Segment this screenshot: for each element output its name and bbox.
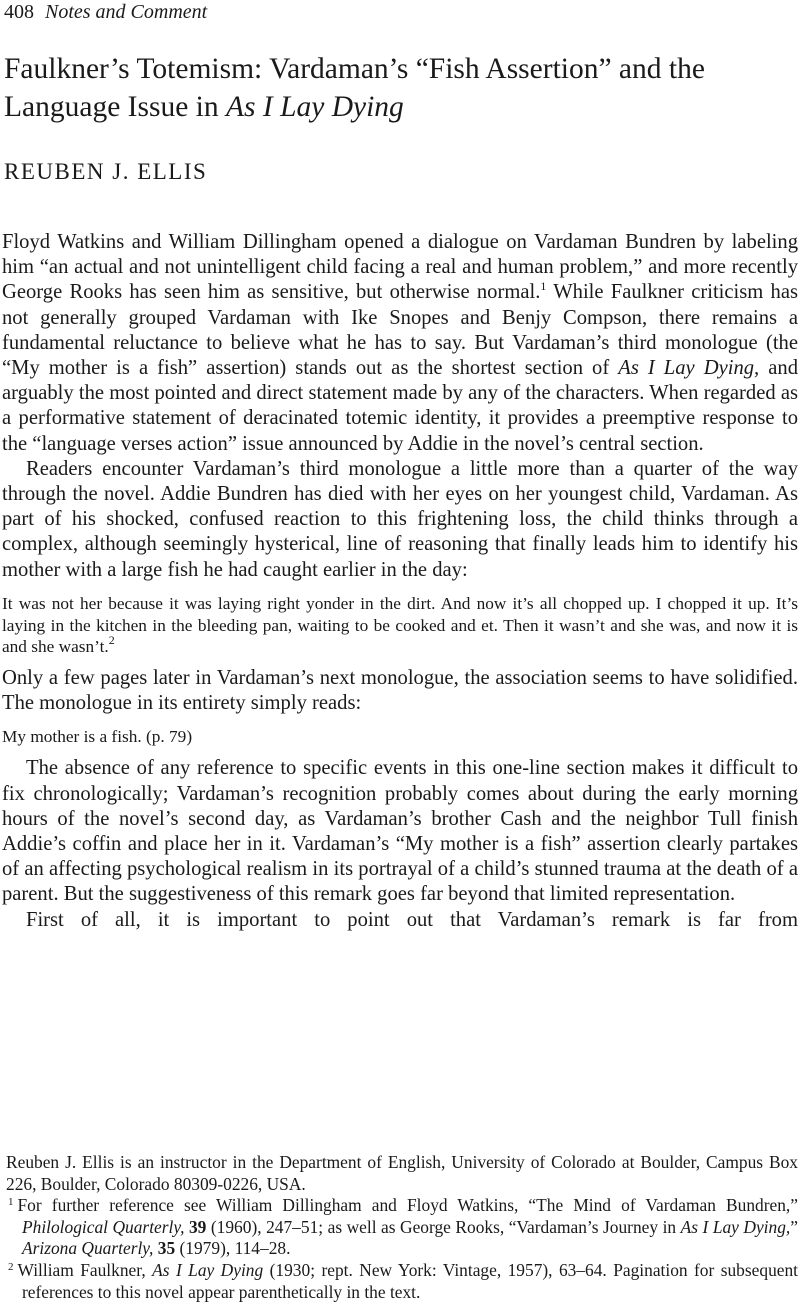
footnote-1-number: 1 [8,1196,14,1209]
footnote-1-text-a: For further reference see William Dillingham and Floyd Watkins, “The Mind of Vardaman Bundren,” [17,1195,798,1216]
footnote-2-book: As I Lay Dying [152,1259,264,1280]
author-affiliation: Reuben J. Ellis is an instructor in the Department of English, University of Colorado at Boulder, Campus Box 226, Boulder, Colorado 80309-0226, USA. [6,1152,798,1194]
footnote-2-number: 2 [8,1260,14,1273]
running-header [4,0,207,24]
footnote-1 [6,1195,798,1260]
paragraph-4: The absence of any reference to specific events in this one-line section makes it difficult to fix chronologically; Vardaman’s recognition probably comes about during the early morning hours of the novel’s second day, as Vardaman’s brother Cash and the neighbor Tull finish Addie’s coffin and place her in it. Vardaman’s “My mother is a fish” assertion clearly partakes of an affecting psychological realism in its portrayal of a child’s stunned trauma at the death of a parent. But the suggestiveness of this remark goes far beyond that limited representation. [2,757,798,906]
footnote-1-journal-2: Arizona Quarterly, [22,1238,154,1259]
paragraph-1-text-c: and arguably the most pointed and direct statement made by any of the characters. When regarded as a performative statement of deracinated totemic identity, it provides a preemptive response to the “language verses action” issue announced by Addie in the novel’s central section. [2,357,798,455]
paragraph-1-text-b: While Faulkner criticism has not generally grouped Vardaman with Ike Snopes and Benjy Compson, there remains a fundamental reluctance to believe what he has to say. But Vardaman’s third monologue (the “My mother is a fish” assertion) stands out as the shortest section of [2,281,798,380]
footnote-1-journal-1: Philological Quarterly, [22,1216,185,1237]
footnotes [6,1152,798,1303]
footnote-1-volume-1: 39 [184,1216,207,1237]
running-title: Notes and Comment [45,1,208,23]
paragraph-1-book-title: As I Lay Dying, [618,357,760,380]
footnote-1-text-d: (1979), 114–28. [175,1238,291,1259]
block-quote-1 [2,593,798,658]
footnote-1-volume-2: 35 [153,1238,176,1259]
paragraph-1 [2,230,798,457]
article-title-italic: As I Lay Dying [226,91,404,123]
paragraph-1-text-a: Floyd Watkins and William Dillingham opened a dialogue on Vardaman Bundren by labeling him “an actual and not unintelligent child facing a real and human problem,” and more recently George Rooks has seen him as sensitive, but otherwise normal. [2,231,798,304]
footnote-1-text-c: ” [790,1216,798,1237]
footnote-ref-1[interactable]: 1 [540,279,547,294]
article-title-main: Faulkner’s Totemism: Vardaman’s “Fish Assertion” and the Language Issue in [4,53,705,123]
paragraph-2: Readers encounter Vardaman’s third monologue a little more than a quarter of the way through the novel. Addie Bundren has died with her eyes on her youngest child, Vardaman. As part of his shocked, confused reaction to this frightening loss, the child thinks through a complex, although seemingly hysterical, line of reasoning that finally leads him to identify his mother with a large fish he had caught earlier in the day: [2,457,798,581]
article-body [2,230,798,933]
footnote-2 [6,1260,798,1303]
article-title [4,50,796,126]
footnote-2-text-a: William Faulkner, [17,1259,153,1280]
author-name: REUBEN J. ELLIS [4,159,208,184]
footnote-2-text-b: (1930; rept. New York: Vintage, 1957), 63–64. Pagination for subsequent references to this novel appear parenthetically in the text. [22,1259,799,1302]
paragraph-3: Only a few pages later in Vardaman’s next monologue, the association seems to have solidified. The monologue in its entirety simply reads: [2,666,798,715]
footnote-1-book: As I Lay Dying, [680,1216,791,1237]
block-quote-1-text: It was not her because it was laying right yonder in the dirt. And now it’s all chopped up. I chopped it up. It’s laying in the kitchen in the bleeding pan, waiting to be cooked and et. Then it wasn’t and she was, and now it is and she wasn’t. [2,593,798,657]
page-number: 408 [4,1,34,23]
footnote-1-text-b: (1960), 247–51; as well as George Rooks, “Vardaman’s Journey in [206,1216,681,1237]
paragraph-5: First of all, it is important to point out that Vardaman’s remark is far from [26,908,798,931]
footnote-ref-2[interactable]: 2 [108,633,115,648]
block-quote-2: My mother is a fish. (p. 79) [2,727,193,747]
